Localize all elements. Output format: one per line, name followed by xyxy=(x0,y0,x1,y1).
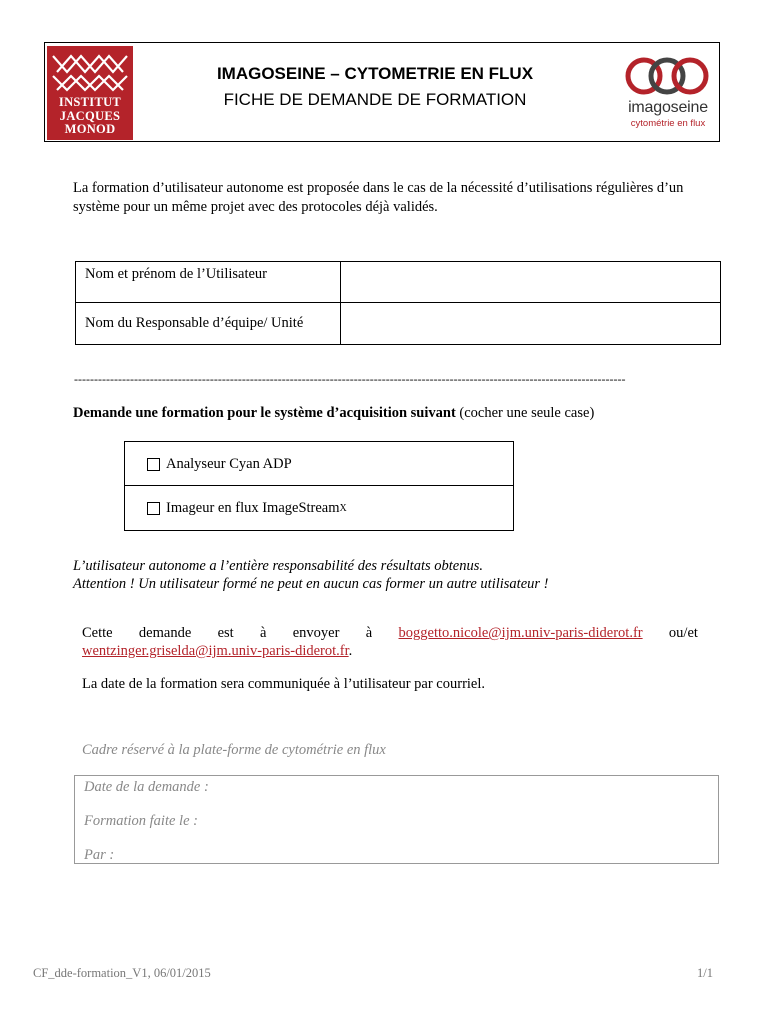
title-line-1: IMAGOSEINE – CYTOMETRIE EN FLUX xyxy=(216,64,534,83)
email-link-wentzinger[interactable]: wentzinger.griselda@ijm.univ-paris-diderot.fr xyxy=(82,643,349,659)
ijm-logo-text: INSTITUT JACQUES MONOD xyxy=(58,95,122,136)
reserved-section-title: Cadre réservé à la plate-forme de cytométrie en flux xyxy=(82,742,386,758)
document-title xyxy=(140,63,610,111)
option-imagestream xyxy=(147,500,347,517)
intro-paragraph: La formation d’utilisateur autonome est proposée dans le cas de la nécessité d’utilisations régulières d’un système pour un même projet avec des protocoles déjà validés. xyxy=(73,180,684,215)
imagoseine-tagline: cytométrie en flux xyxy=(630,118,706,129)
send-word: ou/et xyxy=(668,625,698,641)
imagoseine-brand: imagoseine xyxy=(628,99,708,116)
send-word: envoyer xyxy=(292,625,340,641)
warning-line-1: L’utilisateur autonome a l’entière responsabilité des résultats obtenus. xyxy=(73,558,483,574)
document-reference: CF_dde-formation_V1, 06/01/2015 xyxy=(33,966,211,980)
ijm-lattice-icon xyxy=(47,46,133,96)
checkbox-cyan-adp[interactable] xyxy=(147,458,160,471)
table-divider xyxy=(125,485,513,486)
team-leader-field[interactable] xyxy=(341,303,721,345)
training-date-label: Formation faite le : xyxy=(84,813,198,829)
user-name-label: Nom et prénom de l’Utilisateur xyxy=(85,266,268,282)
send-word: à xyxy=(365,625,373,641)
imagoseine-logo xyxy=(618,52,716,134)
reserved-box xyxy=(74,775,719,864)
send-instructions xyxy=(82,624,698,660)
send-word: à xyxy=(260,625,267,641)
system-request-heading xyxy=(73,405,594,422)
team-leader-label: Nom du Responsable d’équipe/ Unité xyxy=(85,315,304,331)
system-request-note: (cocher une seule case) xyxy=(455,405,595,421)
dashed-separator: ------------------------------------------------------------------------------------------------------------------------------------------ xyxy=(74,373,626,385)
option-imagestream-label: Imageur en flux ImageStream xyxy=(166,500,340,516)
user-name-field[interactable] xyxy=(341,262,721,302)
imagoseine-rings-icon xyxy=(618,52,716,100)
send-word: demande xyxy=(138,625,192,641)
warning-line-2: Attention ! Un utilisateur formé ne peut en aucun cas former un autre utilisateur ! xyxy=(73,576,549,592)
responsibility-warning xyxy=(73,557,548,593)
request-date-label: Date de la demande : xyxy=(84,779,209,795)
system-options-table xyxy=(124,441,514,531)
email-link-boggetto[interactable]: boggetto.nicole@ijm.univ-paris-diderot.fr xyxy=(398,625,643,641)
send-period: . xyxy=(348,643,353,659)
institut-jacques-monod-logo xyxy=(47,46,133,140)
date-info: La date de la formation sera communiquée à l’utilisateur par courriel. xyxy=(82,676,486,692)
imagestream-superscript: X xyxy=(339,503,347,514)
trained-by-label: Par : xyxy=(84,847,115,863)
system-request-bold: Demande une formation pour le système d’acquisition suivant xyxy=(73,405,456,421)
page-number: 1/1 xyxy=(697,966,713,980)
option-cyan-adp-label: Analyseur Cyan ADP xyxy=(166,456,292,472)
checkbox-imagestream[interactable] xyxy=(147,502,160,515)
identity-table xyxy=(75,261,721,345)
title-line-2: FICHE DE DEMANDE DE FORMATION xyxy=(223,90,527,109)
send-word: est xyxy=(217,625,234,641)
option-cyan-adp xyxy=(147,456,292,473)
send-word: Cette xyxy=(82,625,113,641)
